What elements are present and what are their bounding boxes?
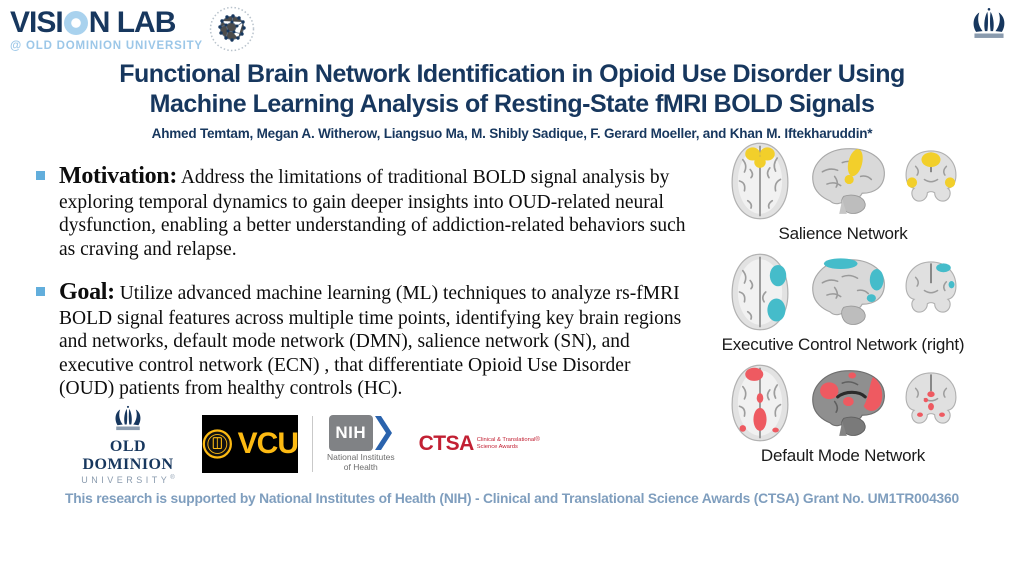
nih-logo [327, 415, 395, 473]
ecn-coronal-brain-image [898, 258, 964, 326]
ctsa-caption: Clinical & Translational® Science Awards [476, 436, 540, 451]
goal-bullet [36, 278, 686, 400]
title-block [0, 60, 1024, 141]
dmn-network-label: Default Mode Network [760, 446, 926, 465]
nih-caption: National Institutes of Health [327, 452, 395, 472]
grant-acknowledgment: This research is supported by National Institutes of Health (NIH) - Clinical and Translational Science Awards (CTSA) Grant No. UM1TR004360 [65, 491, 959, 506]
goal-heading: Goal: [59, 278, 115, 305]
logo-divider [312, 416, 313, 472]
vision-lab-wordmark: VISI N LAB [10, 6, 176, 39]
bullet-list [36, 162, 686, 417]
vision-lab-subtitle: @ OLD DOMINION UNIVERSITY [10, 40, 203, 52]
nih-acronym: NIH [335, 423, 367, 443]
motivation-heading: Motivation: [59, 163, 178, 189]
bullet-square-icon [36, 287, 45, 296]
motivation-text: Address the limitations of traditional BOLD signal analysis by exploring temporal dynamics to gain deeper insights into OUD-related neural dysfunction, enabling a better understanding of addiction-related behaviors such as craving and relapse. [59, 167, 686, 260]
salience-sagittal-brain-image [804, 141, 892, 221]
goal-text: Utilize advanced machine learning (ML) techniques to analyze rs-fMRI BOLD signal features across multiple time points, identifying key brain regions and networks, default mode network (DMN), salience network (SN), and executive control network (ECN) , that differentiate Opioid Use Disorder (OUD) patients from healthy controls (HC). [59, 282, 682, 399]
institution-logos [68, 410, 540, 485]
nih-arrow-icon [373, 415, 393, 451]
nih-box [329, 415, 373, 451]
dmn-sagittal-brain-image [804, 363, 892, 443]
vision-o-icon [64, 11, 88, 35]
salience-network-row [690, 140, 996, 244]
odu-sub: UNIVERSITY® [81, 474, 175, 485]
salience-axial-brain-image [722, 140, 798, 222]
ctsa-acronym: CTSA [418, 432, 474, 455]
authors-line: Ahmed Temtam, Megan A. Witherow, Liangsuo Ma, M. Shibly Sadique, F. Gerard Moeller, and Khan M. Iftekharuddin* [151, 126, 873, 141]
slide-title-line2: Machine Learning Analysis of Resting-State fMRI BOLD Signals [149, 89, 875, 118]
vcu-logo [202, 415, 298, 473]
dmn-coronal-brain-image [898, 369, 964, 437]
dmn-axial-brain-image [722, 362, 798, 444]
bullet-square-icon [36, 171, 45, 180]
ecn-axial-brain-image [722, 251, 798, 333]
ecn-network-label: Executive Control Network (right) [721, 335, 965, 354]
salience-coronal-brain-image [898, 147, 964, 215]
salience-network-label: Salience Network [778, 224, 908, 243]
odu-logo [68, 404, 188, 485]
odu-crown-icon [111, 404, 145, 432]
vision-lab-logo [10, 8, 255, 52]
ecn-sagittal-brain-image [804, 252, 892, 332]
slide-title-line1: Functional Brain Network Identification in Opioid Use Disorder Using [119, 60, 905, 88]
vcu-seal-icon [202, 427, 233, 461]
ecn-network-row [690, 251, 996, 355]
brain-network-icon [209, 6, 255, 52]
odu-crown-icon [968, 6, 1010, 40]
footer [0, 490, 1024, 508]
brain-networks-figure [690, 140, 996, 473]
vcu-wordmark: VCU [237, 427, 298, 460]
odu-name: OLD DOMINION [82, 437, 174, 473]
dmn-network-row [690, 362, 996, 466]
motivation-bullet [36, 162, 686, 261]
ctsa-logo [419, 432, 540, 456]
